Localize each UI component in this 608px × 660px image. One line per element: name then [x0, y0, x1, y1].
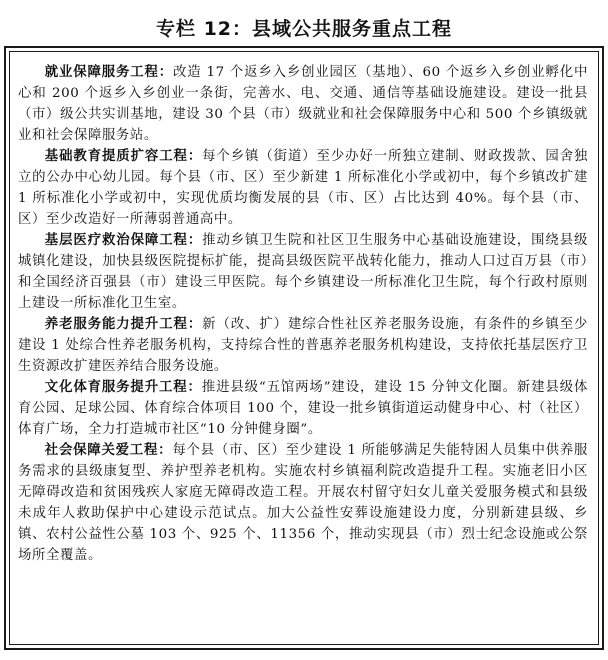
section-heading: 基层医疗救治保障工程：: [44, 233, 203, 248]
section-elderly-care: [18, 314, 588, 377]
section-heading: 养老服务能力提升工程：: [44, 317, 203, 332]
column-content: [18, 62, 588, 566]
section-employment: [18, 62, 588, 146]
section-text: 新（改、扩）建综合性社区养老服务设施，有条件的乡镇至少建设 1 处综合性养老服务机构，支持综合性的普惠养老服务机构建设，支持依托基层医疗卫生资源改扩建医养结合服务设施。: [18, 317, 588, 374]
section-medical: [18, 230, 588, 314]
page-title: 专栏 12：县域公共服务重点工程: [155, 18, 453, 40]
section-education: [18, 146, 588, 230]
section-text: 每个乡镇（街道）至少办好一所独立建制、财政拨款、园舍独立的公办中心幼儿园。每个县（市、区）至少新建 1 所标准化小学或初中，每个乡镇改扩建 1 所标准化小学或初中，实现优质均衡发展的县（市、区）占比达到 40%。每个县（市、区）至少改造好一所薄弱普通高中。: [18, 149, 588, 227]
section-heading: 就业保障服务工程：: [44, 65, 173, 80]
column-box: [4, 46, 604, 650]
section-text: 每个县（市、区）至少建设 1 所能够满足失能特困人员集中供养服务需求的县级康复型、养护型养老机构。实施农村乡镇福利院改造提升工程。实施老旧小区无障碍改造和贫困残疾人家庭无障碍改造工程。开展农村留守妇女儿童关爱服务模式和县级未成年人救助保护中心建设示范试点。加大公益性安葬设施建设力度，分别新建县级、乡镇、农村公益性公墓 103 个、925 个、11356 个，推动实现县（市）烈士纪念设施或公祭场所全覆盖。: [18, 443, 588, 563]
section-heading: 文化体育服务提升工程：: [44, 380, 202, 395]
section-heading: 社会保障关爱工程：: [44, 443, 173, 458]
section-text: 推动乡镇卫生院和社区卫生服务中心基础设施建设，围绕县级城镇化建设，加快县级医院提标扩能，提高县级医院平战转化能力，推动人口过百万县（市）和全国经济百强县（市）建设三甲医院。每个乡镇建设一所标准化卫生院，每个行政村原则上建设一所标准化卫生室。: [18, 233, 588, 311]
section-text: 改造 17 个返乡入乡创业园区（基地）、60 个返乡入乡创业孵化中心和 200 个返乡入乡创业一条街，完善水、电、交通、通信等基础设施建设。建设一批县（市）级公共实训基地，建设 30 个县（市）级就业和社会保障服务中心和 500 个乡镇级就业和社会保障服务站。: [18, 65, 588, 143]
section-heading: 基础教育提质扩容工程：: [44, 149, 203, 164]
section-social-security: [18, 440, 588, 566]
section-text: 推进县级“五馆两场”建设，建设 15 分钟文化圈。新建县级体育公园、足球公园、体育综合体项目 100 个，建设一批乡镇街道运动健身中心、村（社区）体育广场，全力打造城市社区“10 分钟健身圈”。: [18, 380, 588, 437]
section-culture-sports: [18, 377, 588, 440]
